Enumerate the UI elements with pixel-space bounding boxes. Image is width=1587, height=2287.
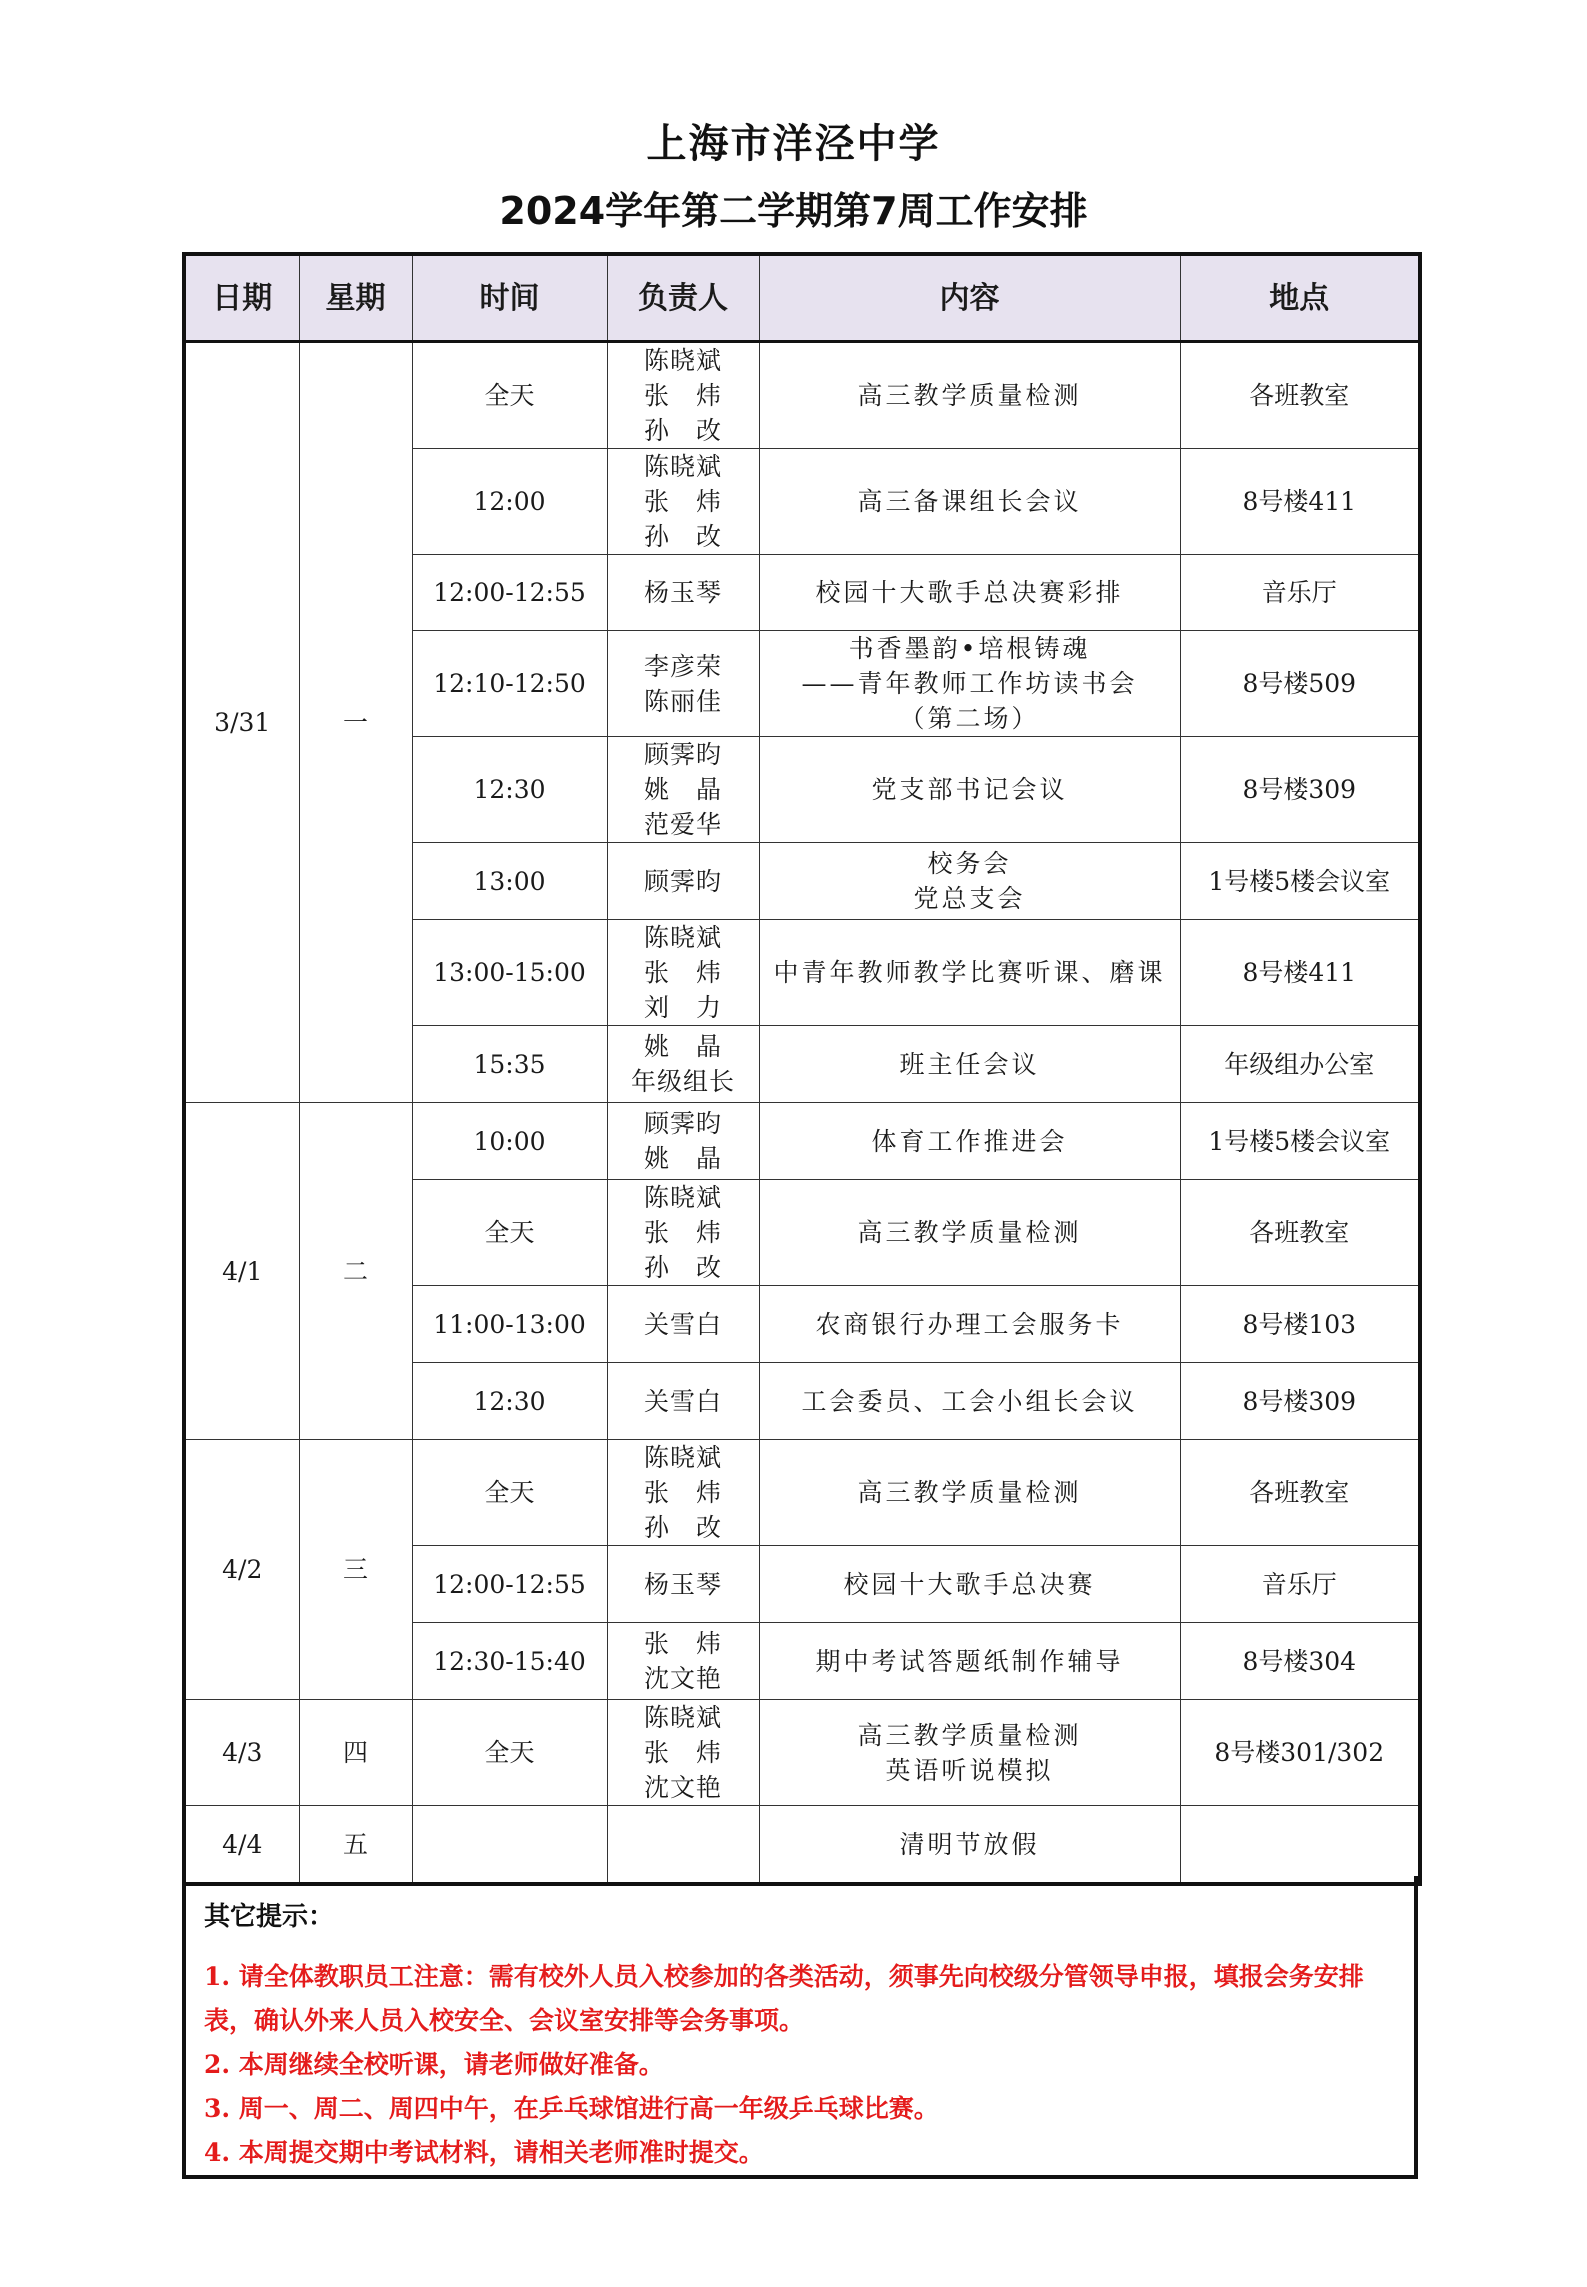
header-content: 内容: [759, 254, 1180, 342]
person-cell: 陈晓斌 张 炜 孙 改: [607, 1180, 759, 1286]
person-cell: 陈晓斌 张 炜 孙 改: [607, 1440, 759, 1546]
place-cell: 8号楼309: [1180, 737, 1420, 843]
note-item: 2. 本周继续全校听课，请老师做好准备。: [204, 2050, 664, 2079]
time-cell: 12:30: [412, 737, 607, 843]
table-row: [184, 1806, 1420, 1885]
table-row: [184, 1103, 1420, 1180]
time-cell: 全天: [412, 1440, 607, 1546]
person-cell: 杨玉琴: [607, 1546, 759, 1623]
place-cell: 音乐厅: [1180, 555, 1420, 631]
place-cell: 各班教室: [1180, 1180, 1420, 1286]
table-row: [184, 342, 1420, 449]
content-cell: 清明节放假: [759, 1806, 1180, 1885]
weekday-cell: 一: [299, 342, 412, 1103]
person-cell: 陈晓斌 张 炜 孙 改: [607, 449, 759, 555]
note-item: 1. 请全体教职员工注意：需有校外人员入校参加的各类活动，须事先向校级分管领导申报，填报会务安排表，确认外来人员入校安全、会议室安排等会务事项。: [204, 1962, 1364, 2035]
content-cell: 体育工作推进会: [759, 1103, 1180, 1180]
time-cell: 12:00-12:55: [412, 555, 607, 631]
person-cell: 顾霁昀 姚 晶 范爱华: [607, 737, 759, 843]
time-cell: 12:00-12:55: [412, 1546, 607, 1623]
place-cell: 8号楼103: [1180, 1286, 1420, 1363]
weekday-cell: 五: [299, 1806, 412, 1885]
time-cell: 全天: [412, 1700, 607, 1806]
place-cell: 8号楼411: [1180, 920, 1420, 1026]
date-cell: 3/31: [184, 342, 299, 1103]
place-cell: 8号楼509: [1180, 631, 1420, 737]
person-cell: 陈晓斌 张 炜 孙 改: [607, 342, 759, 449]
content-cell: 工会委员、工会小组长会议: [759, 1363, 1180, 1440]
content-cell: 高三备课组长会议: [759, 449, 1180, 555]
table-row: [184, 1700, 1420, 1806]
weekday-cell: 三: [299, 1440, 412, 1700]
notes-section: [182, 1876, 1418, 2179]
place-cell: 各班教室: [1180, 1440, 1420, 1546]
time-cell: 13:00-15:00: [412, 920, 607, 1026]
person-cell: [607, 1806, 759, 1885]
place-cell: [1180, 1806, 1420, 1885]
header-weekday: 星期: [299, 254, 412, 342]
time-cell: 12:00: [412, 449, 607, 555]
content-cell: 高三教学质量检测: [759, 1180, 1180, 1286]
place-cell: 各班教室: [1180, 342, 1420, 449]
content-cell: 班主任会议: [759, 1026, 1180, 1103]
content-cell: 中青年教师教学比赛听课、磨课: [759, 920, 1180, 1026]
person-cell: 杨玉琴: [607, 555, 759, 631]
time-cell: [412, 1806, 607, 1885]
schedule-table: [182, 252, 1422, 1886]
content-cell: 农商银行办理工会服务卡: [759, 1286, 1180, 1363]
content-cell: 书香墨韵•培根铸魂 ——青年教师工作坊读书会 （第二场）: [759, 631, 1180, 737]
note-item: 3. 周一、周二、周四中午，在乒乓球馆进行高一年级乒乓球比赛。: [204, 2094, 939, 2123]
content-cell: 校园十大歌手总决赛: [759, 1546, 1180, 1623]
header-person: 负责人: [607, 254, 759, 342]
time-cell: 15:35: [412, 1026, 607, 1103]
person-cell: 关雪白: [607, 1286, 759, 1363]
person-cell: 张 炜 沈文艳: [607, 1623, 759, 1700]
content-cell: 校园十大歌手总决赛彩排: [759, 555, 1180, 631]
time-cell: 13:00: [412, 843, 607, 920]
header-date: 日期: [184, 254, 299, 342]
school-title: 上海市洋泾中学: [646, 121, 941, 167]
date-cell: 4/1: [184, 1103, 299, 1440]
place-cell: 8号楼309: [1180, 1363, 1420, 1440]
notes-heading: 其它提示：: [204, 1902, 335, 1932]
note-item: 4. 本周提交期中考试材料，请相关老师准时提交。: [204, 2138, 764, 2167]
header-place: 地点: [1180, 254, 1420, 342]
content-cell: 校务会 党总支会: [759, 843, 1180, 920]
header-time: 时间: [412, 254, 607, 342]
weekday-cell: 四: [299, 1700, 412, 1806]
place-cell: 8号楼301/302: [1180, 1700, 1420, 1806]
table-header-row: [184, 254, 1420, 342]
person-cell: 关雪白: [607, 1363, 759, 1440]
time-cell: 11:00-13:00: [412, 1286, 607, 1363]
time-cell: 全天: [412, 1180, 607, 1286]
person-cell: 陈晓斌 张 炜 沈文艳: [607, 1700, 759, 1806]
person-cell: 陈晓斌 张 炜 刘 力: [607, 920, 759, 1026]
place-cell: 8号楼411: [1180, 449, 1420, 555]
time-cell: 10:00: [412, 1103, 607, 1180]
content-cell: 期中考试答题纸制作辅导: [759, 1623, 1180, 1700]
time-cell: 12:30-15:40: [412, 1623, 607, 1700]
place-cell: 1号楼5楼会议室: [1180, 1103, 1420, 1180]
content-cell: 高三教学质量检测: [759, 1440, 1180, 1546]
weekday-cell: 二: [299, 1103, 412, 1440]
date-cell: 4/3: [184, 1700, 299, 1806]
table-row: [184, 1440, 1420, 1546]
person-cell: 姚 晶 年级组长: [607, 1026, 759, 1103]
time-cell: 12:30: [412, 1363, 607, 1440]
place-cell: 8号楼304: [1180, 1623, 1420, 1700]
person-cell: 顾霁昀: [607, 843, 759, 920]
content-cell: 高三教学质量检测: [759, 342, 1180, 449]
time-cell: 全天: [412, 342, 607, 449]
person-cell: 李彦荣 陈丽佳: [607, 631, 759, 737]
schedule-subtitle: 2024学年第二学期第7周工作安排: [499, 189, 1088, 233]
date-cell: 4/2: [184, 1440, 299, 1700]
time-cell: 12:10-12:50: [412, 631, 607, 737]
place-cell: 1号楼5楼会议室: [1180, 843, 1420, 920]
date-cell: 4/4: [184, 1806, 299, 1885]
content-cell: 高三教学质量检测 英语听说模拟: [759, 1700, 1180, 1806]
content-cell: 党支部书记会议: [759, 737, 1180, 843]
place-cell: 音乐厅: [1180, 1546, 1420, 1623]
person-cell: 顾霁昀 姚 晶: [607, 1103, 759, 1180]
place-cell: 年级组办公室: [1180, 1026, 1420, 1103]
